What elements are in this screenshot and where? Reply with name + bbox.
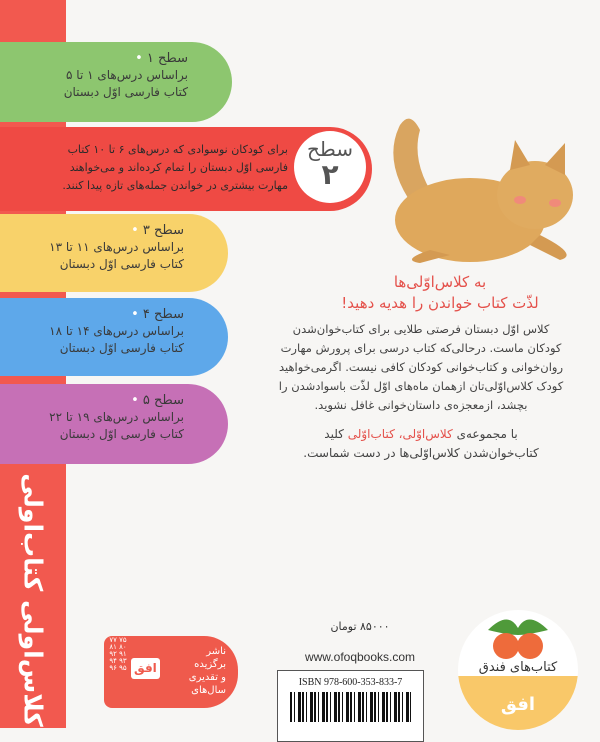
- level-2-badge: [294, 131, 366, 203]
- level-3-tab: [0, 214, 228, 292]
- level-desc: کتاب فارسی اوّل دبستان: [59, 427, 184, 441]
- description-line: کودکان ماست. درحالی‌که کتاب درسی برای پرورش مهارت: [280, 341, 562, 355]
- price: ۸۵۰۰۰ تومان: [330, 620, 390, 633]
- headline-line: لذّت کتاب خواندن را هدیه دهید!: [341, 294, 539, 312]
- description-line: کودک کلاس‌اوّلی‌تان ازهمان ماه‌های اوّل لذّت باسوادشدن را: [278, 379, 564, 393]
- publisher-award-badge: [104, 636, 238, 708]
- series-name: کلاس‌اوّلی، کتاب‌اوّلی: [347, 427, 453, 441]
- level-desc: براساس درس‌های ۱۱ تا ۱۳: [49, 240, 184, 254]
- level-1-tab: [0, 42, 232, 122]
- level-number: ۲: [321, 158, 339, 191]
- publisher-name: افق: [500, 694, 536, 715]
- award-years: ۷۵ ۷۷ ۸۰ ۸۱ ۹۱ ۹۲ ۹۳ ۹۴ ۹۵ ۹۶: [109, 636, 127, 672]
- cat-illustration: [360, 95, 590, 265]
- level-desc: برای کودکان نوسوادی که درس‌های ۶ تا ۱۰ کتاب: [67, 143, 288, 156]
- headline: [285, 272, 595, 314]
- level-5-tab: [0, 384, 228, 464]
- level-desc: فارسی اوّل دبستان را تمام کرده‌اند و می‌خواهند: [69, 161, 288, 174]
- level-label: سطح ۳ •: [0, 222, 184, 239]
- closing-text: با مجموعه‌ی: [452, 427, 518, 441]
- level-label: سطح ۱ •: [0, 50, 188, 67]
- description-line: بچشد، ازمعجزه‌ی داستان‌خوانی غافل نشوید.: [314, 398, 528, 412]
- badge-line: ناشر: [206, 646, 226, 657]
- spine-title: کلاس‌اولی کتاب‌اولی: [18, 473, 48, 727]
- barcode: [277, 670, 424, 742]
- description-line: روان‌خوانی و کتاب‌خوانی کودکان کافی نیست. اگرمی‌خواهید: [278, 360, 564, 374]
- barcode-bars: [290, 692, 411, 722]
- text-block: [248, 320, 594, 463]
- website-link[interactable]: www.ofoqbooks.com: [304, 650, 416, 664]
- headline-line: به کلاس‌اوّلی‌ها: [393, 273, 487, 291]
- closing-text: کلید: [324, 427, 348, 441]
- isbn: ISBN 978-600-353-833-7: [298, 677, 403, 688]
- level-desc: براساس درس‌های ۱۴ تا ۱۸: [49, 324, 184, 338]
- level-desc: کتاب فارسی اوّل دبستان: [63, 85, 188, 99]
- description-line: کلاس اوّل دبستان فرصتی طلایی برای کتاب‌خوان‌شدن: [292, 322, 550, 336]
- level-4-tab: [0, 298, 228, 376]
- level-word: سطح: [306, 137, 354, 161]
- level-label: سطح ۴ •: [0, 306, 184, 323]
- imprint-name: کتاب‌های فندق: [478, 660, 558, 675]
- badge-line: برگزیده: [194, 659, 226, 670]
- description: [248, 320, 594, 415]
- level-desc: مهارت بیشتری در خواندن جمله‌های تازه پیدا کنند.: [62, 179, 288, 192]
- closing-line: کتاب‌خوان‌شدن کلاس‌اوّلی‌ها در دست شماست.: [303, 446, 539, 460]
- ofoq-logo: افق: [131, 658, 160, 679]
- closing: [248, 425, 594, 463]
- imprint-logo: [458, 610, 578, 730]
- level-desc: براساس درس‌های ۱ تا ۵: [66, 68, 188, 82]
- level-desc: براساس درس‌های ۱۹ تا ۲۲: [49, 410, 184, 424]
- level-desc: کتاب فارسی اوّل دبستان: [59, 341, 184, 355]
- level-label: سطح ۵ •: [0, 392, 184, 409]
- badge-line: و تقدیری: [188, 672, 226, 683]
- badge-line: سال‌های: [191, 685, 226, 696]
- level-desc: کتاب فارسی اوّل دبستان: [59, 257, 184, 271]
